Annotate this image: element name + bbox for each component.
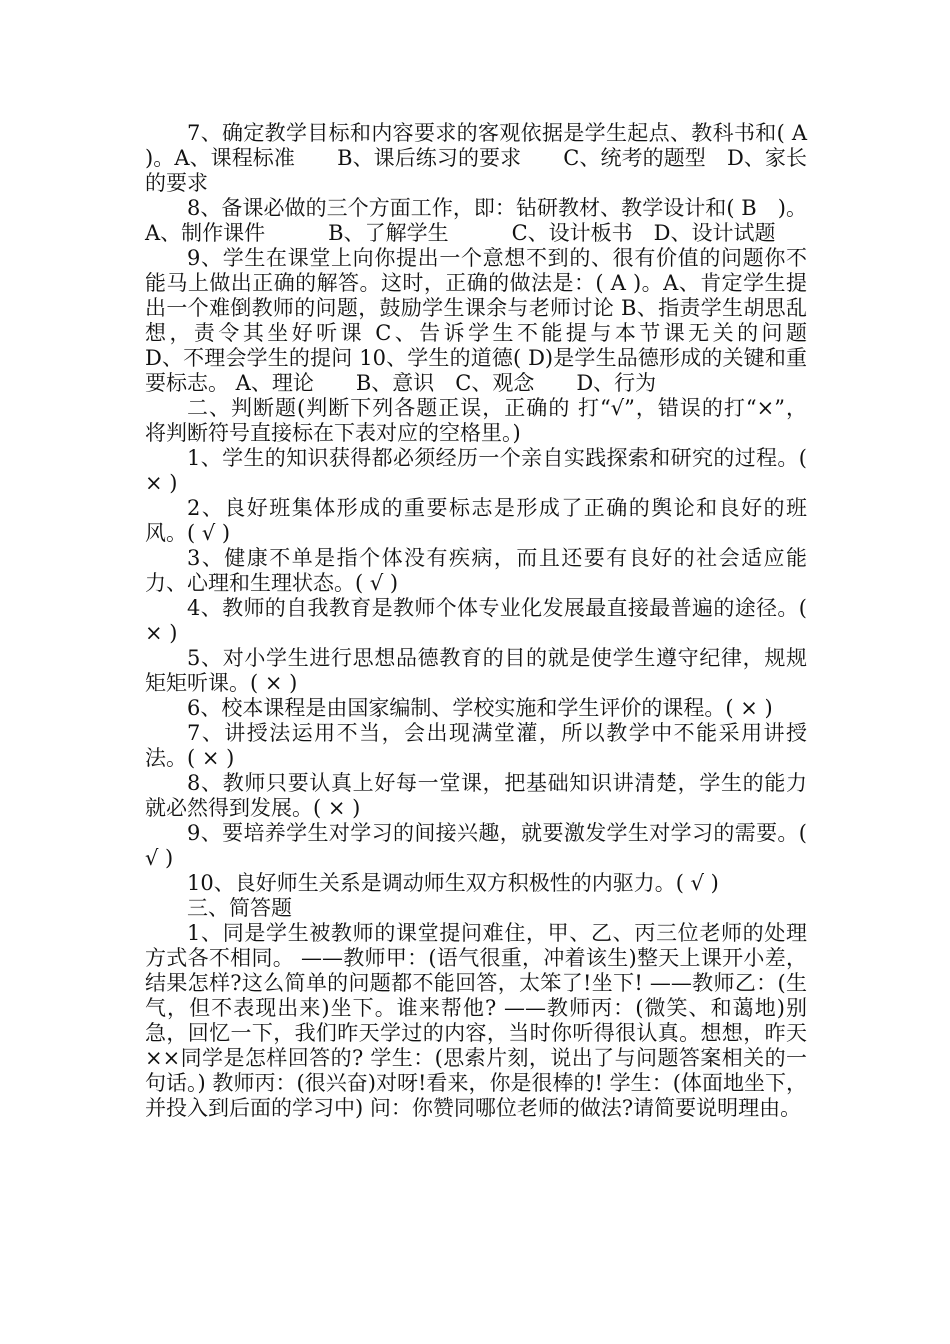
document-body (145, 121, 891, 1121)
question-tf-2: 2、良好班集体形成的重要标志是形成了正确的舆论和良好的班风。( √ ) (145, 496, 807, 545)
question-tf-8: 8、教师只要认真上好每一堂课，把基础知识讲清楚，学生的能力就必然得到发展。( × ) (145, 771, 807, 820)
question-tf-5: 5、对小学生进行思想品德教育的目的就是使学生遵守纪律，规规矩矩听课。( × ) (145, 646, 807, 695)
section-heading-short-answer: 三、简答题 (187, 896, 292, 920)
question-tf-6: 6、校本课程是由国家编制、学校实施和学生评价的课程。( × ) (187, 696, 773, 720)
question-short-answer-1: 1、同是学生被教师的课堂提问难住，甲、乙、丙三位老师的处理方式各不相同。 ——教师甲：(语气很重，冲着该生)整天上课开小差，结果怎样?这么简单的问题都不能回答，太笨了!坐下! ——教师乙：(生气，但不表现出来)坐下。谁来帮他? ——教师丙：(微笑、和蔼地)别急，回忆一下，我们昨天学过的内容，当时你听得很认真。想想，昨天××同学是怎样回答的? 学生：(思索片刻，说出了与问题答案相关的一句话。) 教师丙：(很兴奋)对呀!看来，你是很棒的! 学生：(体面地坐下，并投入到后面的学习中) 问：你赞同哪位老师的做法?请简要说明理由。 (145, 921, 807, 1120)
question-mc-9-10: 9、学生在课堂上向你提出一个意想不到的、很有价值的问题你不能马上做出正确的解答。这时，正确的做法是：( A )。A、肯定学生提出一个难倒教师的问题，鼓励学生课余与老师讨论 B、指责学生胡思乱想，责令其坐好听课 C、告诉学生不能提与本节课无关的问题 D、不理会学生的提问 10、学生的道德( D)是学生品德形成的关键和重要标志。 A、理论 B、意识 C、观念 D、行为 (145, 246, 891, 395)
section-heading-true-false: 二、判断题(判断下列各题正误，正确的 打“√”，错误的打“×”， 将判断符号直接标在下表对应的空格里。) (145, 396, 807, 445)
question-tf-10: 10、良好师生关系是调动师生双方积极性的内驱力。( √ ) (187, 871, 719, 895)
question-tf-4: 4、教师的自我教育是教师个体专业化发展最直接最普遍的途径。( × ) (145, 596, 807, 645)
question-tf-3: 3、健康不单是指个体没有疾病，而且还要有良好的社会适应能力、心理和生理状态。( √ ) (145, 546, 807, 595)
question-tf-9: 9、要培养学生对学习的间接兴趣，就要激发学生对学习的需要。( √ ) (145, 821, 807, 870)
question-mc-7: 7、确定教学目标和内容要求的客观依据是学生起点、教科书和( A )。A、课程标准 B、课后练习的要求 C、统考的题型 D、家长的要求 (145, 121, 807, 195)
question-tf-1: 1、学生的知识获得都必须经历一个亲自实践探索和研究的过程。( × ) (145, 446, 807, 495)
question-mc-8: 8、备课必做的三个方面工作，即：钻研教材、教学设计和( B )。 A、制作课件 B、了解学生 C、设计板书 D、设计试题 (145, 196, 807, 245)
question-tf-7: 7、讲授法运用不当，会出现满堂灌，所以教学中不能采用讲授法。( × ) (145, 721, 807, 770)
